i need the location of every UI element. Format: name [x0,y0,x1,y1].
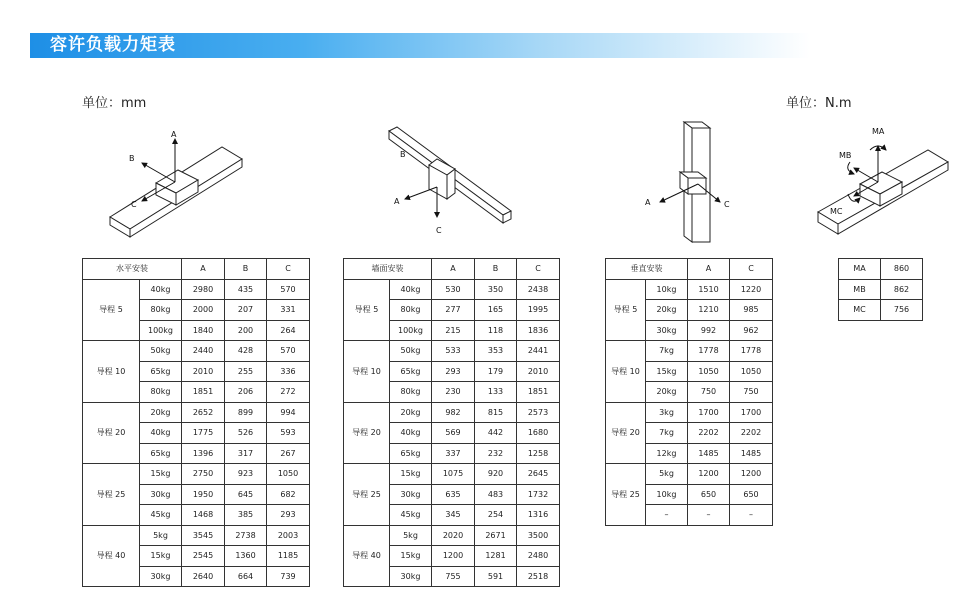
value-cell: 1680 [517,423,560,444]
value-cell: 1396 [182,443,225,464]
value-cell: 923 [225,464,267,485]
value-cell: 2750 [182,464,225,485]
value-cell: 1995 [517,300,560,321]
table-row [344,341,560,362]
value-cell: 570 [267,279,310,300]
value-cell: 664 [225,566,267,587]
value-cell: 3545 [182,525,225,546]
value-cell: 267 [267,443,310,464]
value-cell: – [730,505,773,526]
table-row [839,279,923,300]
diagram-label-c: C [724,200,730,209]
diagram-label-c: C [436,226,442,235]
load-cell: 40kg [140,279,182,300]
value-cell: 1200 [432,546,475,567]
header-cell: B [225,259,267,280]
moment-label-cell: MA [839,259,881,280]
value-cell: 255 [225,361,267,382]
value-cell: 2545 [182,546,225,567]
value-cell: 1075 [432,464,475,485]
value-cell: 2738 [225,525,267,546]
load-cell: 20kg [646,382,688,403]
value-cell: 200 [225,320,267,341]
table-row [344,402,560,423]
value-cell: 1700 [730,402,773,423]
header-cell: 墙面安装 [344,259,432,280]
lead-group-label: 导程 40 [344,525,390,587]
value-cell: 345 [432,505,475,526]
value-cell: 2003 [267,525,310,546]
load-cell: 65kg [390,361,432,382]
value-cell: 1778 [688,341,730,362]
value-cell: 179 [475,361,517,382]
lead-group-label: 导程 20 [606,402,646,464]
load-cell: 100kg [140,320,182,341]
load-cell: 5kg [140,525,182,546]
value-cell: 860 [881,259,923,280]
diagram-label-b: B [129,154,135,163]
value-cell: 982 [432,402,475,423]
load-cell: – [646,505,688,526]
load-cell: 50kg [390,341,432,362]
value-cell: 1210 [688,300,730,321]
lead-group-label: 导程 40 [83,525,140,587]
load-cell: 3kg [646,402,688,423]
table-wall-mount [343,258,560,587]
load-cell: 12kg [646,443,688,464]
value-cell: 1200 [688,464,730,485]
value-cell: 992 [688,320,730,341]
table-row [83,279,310,300]
diagram-vertical-mount [640,118,740,246]
load-cell: 20kg [646,300,688,321]
value-cell: 1836 [517,320,560,341]
value-cell: 293 [432,361,475,382]
table-row [83,341,310,362]
header-cell: 水平安装 [83,259,182,280]
value-cell: 570 [267,341,310,362]
header-cell: A [182,259,225,280]
value-cell: 645 [225,484,267,505]
table-row [344,525,560,546]
table-row [344,279,560,300]
lead-group-label: 导程 10 [606,341,646,403]
lead-group-label: 导程 5 [344,279,390,341]
unit-label-mm: 单位：mm [82,96,147,111]
value-cell: 385 [225,505,267,526]
table-row [839,259,923,280]
diagram-label-c: C [131,200,137,209]
load-cell: 50kg [140,341,182,362]
table-row [839,300,923,321]
header-cell: C [730,259,773,280]
value-cell: 994 [267,402,310,423]
diagram-horizontal-mount [100,125,260,240]
moment-label-cell: MC [839,300,881,321]
load-cell: 10kg [646,279,688,300]
value-cell: 353 [475,341,517,362]
diagram-moment [810,122,960,242]
load-cell: 30kg [140,484,182,505]
value-cell: 1778 [730,341,773,362]
value-cell: 750 [688,382,730,403]
value-cell: 1258 [517,443,560,464]
diagram-label-ma: MA [872,127,885,136]
lead-group-label: 导程 20 [83,402,140,464]
table-row [83,525,310,546]
value-cell: 428 [225,341,267,362]
load-cell: 40kg [390,423,432,444]
value-cell: 1468 [182,505,225,526]
load-cell: 80kg [140,382,182,403]
diagram-label-a: A [645,198,651,207]
table-vertical-mount [605,258,773,526]
value-cell: 1700 [688,402,730,423]
table-row [344,464,560,485]
value-cell: 739 [267,566,310,587]
value-cell: 1851 [517,382,560,403]
value-cell: – [688,505,730,526]
table-row [606,464,773,485]
header-cell: C [267,259,310,280]
load-cell: 65kg [140,443,182,464]
table-row [83,464,310,485]
diagram-label-mc: MC [830,207,843,216]
load-cell: 30kg [390,484,432,505]
lead-group-label: 导程 10 [83,341,140,403]
value-cell: 317 [225,443,267,464]
header-cell: A [432,259,475,280]
diagram-label-a: A [171,130,177,139]
value-cell: 635 [432,484,475,505]
value-cell: 2441 [517,341,560,362]
load-cell: 15kg [390,464,432,485]
load-cell: 15kg [646,361,688,382]
value-cell: 215 [432,320,475,341]
value-cell: 2010 [182,361,225,382]
value-cell: 2518 [517,566,560,587]
value-cell: 1220 [730,279,773,300]
value-cell: 756 [881,300,923,321]
value-cell: 985 [730,300,773,321]
value-cell: 862 [881,279,923,300]
value-cell: 2010 [517,361,560,382]
load-cell: 80kg [390,382,432,403]
value-cell: 1185 [267,546,310,567]
load-cell: 30kg [390,566,432,587]
diagram-wall-mount [385,125,530,240]
lead-group-label: 导程 5 [606,279,646,341]
table-header-row [83,259,310,280]
lead-group-label: 导程 25 [606,464,646,526]
load-cell: 5kg [390,525,432,546]
value-cell: 2202 [688,423,730,444]
value-cell: 1050 [730,361,773,382]
value-cell: 2202 [730,423,773,444]
load-cell: 30kg [646,320,688,341]
value-cell: 133 [475,382,517,403]
value-cell: 331 [267,300,310,321]
value-cell: 682 [267,484,310,505]
value-cell: 2440 [182,341,225,362]
load-cell: 20kg [390,402,432,423]
value-cell: 1050 [688,361,730,382]
load-cell: 45kg [140,505,182,526]
value-cell: 1732 [517,484,560,505]
value-cell: 1485 [730,443,773,464]
load-cell: 65kg [390,443,432,464]
value-cell: 232 [475,443,517,464]
table-row [83,402,310,423]
load-cell: 20kg [140,402,182,423]
value-cell: 569 [432,423,475,444]
table-horizontal-mount [82,258,310,587]
value-cell: 2640 [182,566,225,587]
load-cell: 65kg [140,361,182,382]
value-cell: 2020 [432,525,475,546]
header-cell: B [475,259,517,280]
load-cell: 80kg [390,300,432,321]
value-cell: 272 [267,382,310,403]
load-cell: 30kg [140,566,182,587]
value-cell: 118 [475,320,517,341]
value-cell: 815 [475,402,517,423]
value-cell: 2652 [182,402,225,423]
value-cell: 277 [432,300,475,321]
value-cell: 483 [475,484,517,505]
diagram-label-mb: MB [839,151,852,160]
load-cell: 7kg [646,341,688,362]
load-cell: 45kg [390,505,432,526]
lead-group-label: 导程 25 [83,464,140,526]
value-cell: 264 [267,320,310,341]
value-cell: 1485 [688,443,730,464]
load-cell: 5kg [646,464,688,485]
table-row [606,279,773,300]
value-cell: 1316 [517,505,560,526]
lead-group-label: 导程 10 [344,341,390,403]
value-cell: 755 [432,566,475,587]
table-row [606,341,773,362]
value-cell: 207 [225,300,267,321]
value-cell: 2645 [517,464,560,485]
header-cell: C [517,259,560,280]
value-cell: 337 [432,443,475,464]
value-cell: 350 [475,279,517,300]
value-cell: 591 [475,566,517,587]
value-cell: 1510 [688,279,730,300]
value-cell: 593 [267,423,310,444]
lead-group-label: 导程 5 [83,279,140,341]
section-title: 容许负载力矩表 [50,35,176,55]
value-cell: 165 [475,300,517,321]
load-cell: 15kg [140,464,182,485]
value-cell: 1950 [182,484,225,505]
load-cell: 40kg [140,423,182,444]
value-cell: 1851 [182,382,225,403]
diagram-label-b: B [400,150,406,159]
value-cell: 2438 [517,279,560,300]
value-cell: 435 [225,279,267,300]
table-header-row [606,259,773,280]
value-cell: 2573 [517,402,560,423]
value-cell: 920 [475,464,517,485]
lead-group-label: 导程 20 [344,402,390,464]
load-cell: 7kg [646,423,688,444]
header-cell: A [688,259,730,280]
value-cell: 650 [730,484,773,505]
value-cell: 1050 [267,464,310,485]
value-cell: 650 [688,484,730,505]
value-cell: 336 [267,361,310,382]
value-cell: 750 [730,382,773,403]
header-cell: 垂直安装 [606,259,688,280]
load-cell: 100kg [390,320,432,341]
load-cell: 15kg [140,546,182,567]
lead-group-label: 导程 25 [344,464,390,526]
value-cell: 899 [225,402,267,423]
diagram-label-a: A [394,197,400,206]
unit-label-nm: 单位：N.m [786,96,852,111]
value-cell: 1281 [475,546,517,567]
moment-label-cell: MB [839,279,881,300]
value-cell: 442 [475,423,517,444]
load-cell: 10kg [646,484,688,505]
table-row [606,402,773,423]
value-cell: 526 [225,423,267,444]
value-cell: 254 [475,505,517,526]
value-cell: 3500 [517,525,560,546]
value-cell: 1775 [182,423,225,444]
value-cell: 530 [432,279,475,300]
value-cell: 2980 [182,279,225,300]
value-cell: 230 [432,382,475,403]
value-cell: 2000 [182,300,225,321]
load-cell: 15kg [390,546,432,567]
value-cell: 962 [730,320,773,341]
value-cell: 1200 [730,464,773,485]
value-cell: 206 [225,382,267,403]
table-moment [838,258,923,321]
value-cell: 2671 [475,525,517,546]
section-banner [30,33,810,58]
table-header-row [344,259,560,280]
value-cell: 293 [267,505,310,526]
load-cell: 80kg [140,300,182,321]
value-cell: 2480 [517,546,560,567]
value-cell: 1840 [182,320,225,341]
value-cell: 533 [432,341,475,362]
value-cell: 1360 [225,546,267,567]
load-cell: 40kg [390,279,432,300]
